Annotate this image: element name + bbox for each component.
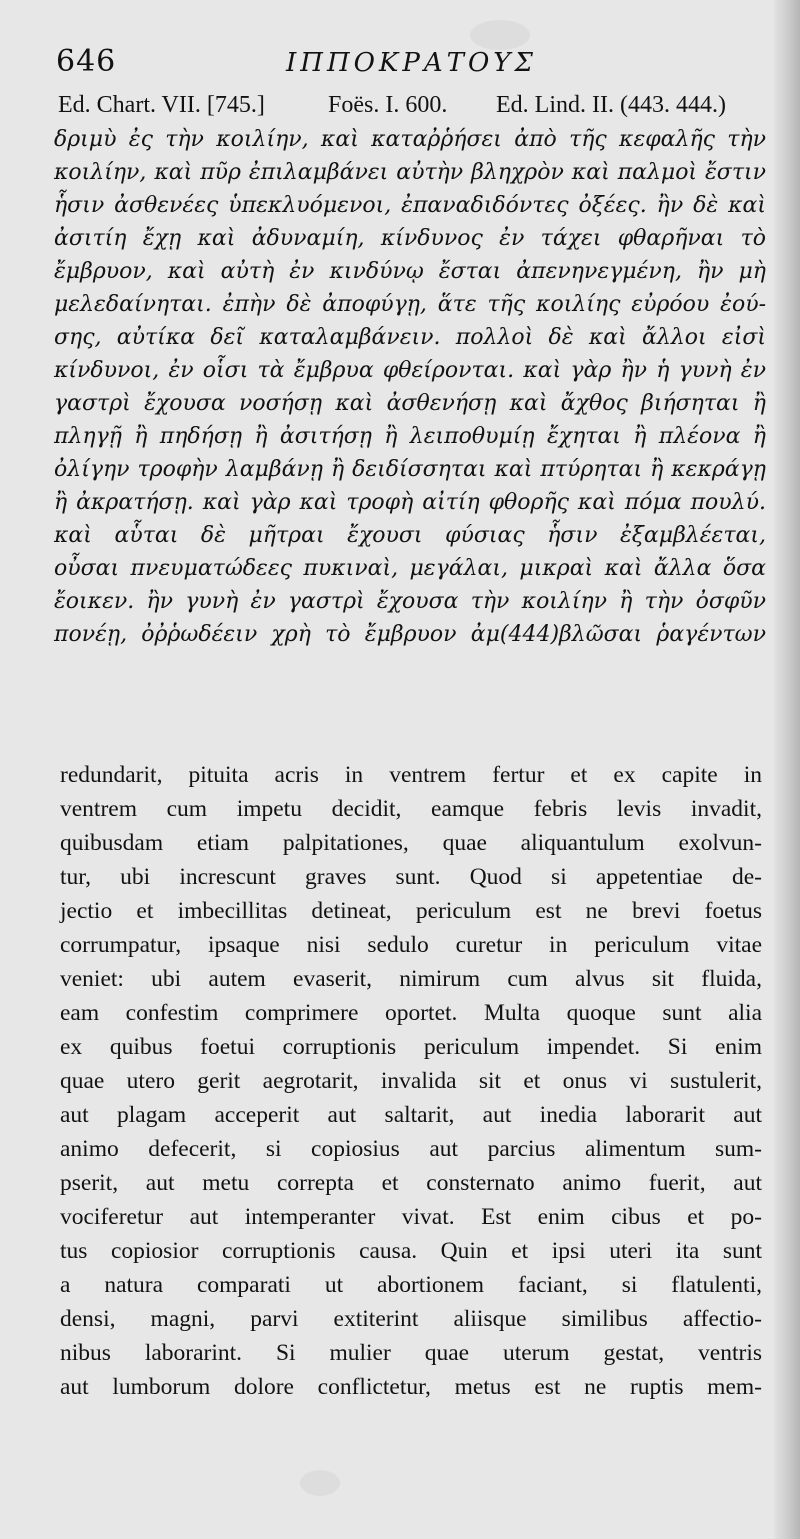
latin-line: vociferetur aut intemperanter vivat. Est enim cibus et po- (60, 1204, 762, 1230)
greek-line: κοιλίην, καὶ πῦρ ἐπιλαμβάνει αὐτὴν βληχρὸν καὶ παλμοὶ ἔστιν (54, 160, 766, 185)
latin-line: aut lumborum dolore conflictetur, metus est ne ruptis mem- (60, 1374, 762, 1400)
edition-reference: Ed. Chart. VII. [745.] (58, 92, 265, 118)
greek-line: μελεδαίνηται. ἐπὴν δὲ ἀποφύγῃ, ἅτε τῆς κοιλίης εὐρόου ἐού- (54, 292, 766, 317)
latin-line: veniet: ubi autem evaserit, nimirum cum alvus sit fluida, (60, 966, 762, 992)
page-edge-shadow (774, 0, 800, 1539)
latin-line: ex quibus foetui corruptionis periculum impendet. Si enim (60, 1034, 762, 1060)
greek-line: σης, αὐτίκα δεῖ καταλαμβάνειν. πολλοὶ δὲ καὶ ἄλλοι εἰσὶ (54, 325, 766, 350)
latin-line: densi, magni, parvi extiterint aliisque similibus affectio- (60, 1306, 762, 1332)
latin-line: eam confestim comprimere oportet. Multa quoque sunt alia (60, 1000, 762, 1026)
latin-line: aut plagam acceperit aut saltarit, aut inedia laborarit aut (60, 1102, 762, 1128)
edition-reference: Foës. I. 600. (328, 92, 448, 118)
greek-line: κίνδυνοι, ἐν οἷσι τὰ ἔμβρυα φθείρονται. καὶ γὰρ ἢν ἡ γυνὴ ἐν (54, 358, 766, 383)
latin-line: a natura comparati ut abortionem faciant, si flatulenti, (60, 1272, 762, 1298)
greek-line: δριμὺ ἐς τὴν κοιλίην, καὶ καταῤῥήσει ἀπὸ τῆς κεφαλῆς τὴν (54, 127, 766, 152)
greek-line: οὖσαι πνευματώδεες πυκιναὶ, μεγάλαι, μικραὶ καὶ ἄλλα ὅσα (54, 556, 766, 581)
greek-line: ἢ ἀκρατήσῃ. καὶ γὰρ καὶ τροφὴ αἰτίη φθορῆς καὶ πόμα πουλύ. (54, 490, 766, 515)
greek-line: καὶ αὗται δὲ μῆτραι ἔχουσι φύσιας ἧσιν ἐξαμβλέεται, (54, 523, 766, 548)
greek-line: ἔμβρυον, καὶ αὐτὴ ἐν κινδύνῳ ἔσται ἀπενηνεγμένη, ἢν μὴ (54, 259, 766, 284)
latin-line: quibusdam etiam palpitationes, quae aliquantulum exolvun- (60, 830, 762, 856)
greek-line: γαστρὶ ἔχουσα νοσήσῃ καὶ ἀσθενήσῃ καὶ ἄχθος βιήσηται ἢ (54, 391, 766, 416)
latin-line: tur, ubi increscunt graves sunt. Quod si appetentiae de- (60, 864, 762, 890)
greek-line: ἀσιτίη ἔχῃ καὶ ἀδυναμίη, κίνδυνος ἐν τάχει φθαρῆναι τὸ (54, 226, 766, 251)
greek-line: ὀλίγην τροφὴν λαμβάνῃ ἢ δειδίσσηται καὶ πτύρηται ἢ κεκράγῃ (54, 457, 766, 482)
greek-line: πονέῃ, ὀῤῥωδέειν χρὴ τὸ ἔμβρυον ἀμ(444)βλῶσαι ῥαγέντων (54, 622, 766, 647)
latin-line: quae utero gerit aegrotarit, invalida sit et onus vi sustulerit, (60, 1068, 762, 1094)
latin-line: tus copiosior corruptionis causa. Quin et ipsi uteri ita sunt (60, 1238, 762, 1264)
latin-line: nibus laborarint. Si mulier quae uterum gestat, ventris (60, 1340, 762, 1366)
paper-stain (300, 1470, 340, 1496)
latin-line: jectio et imbecillitas detineat, periculum est ne brevi foetus (60, 898, 762, 924)
latin-line: corrumpatur, ipsaque nisi sedulo curetur in periculum vitae (60, 932, 762, 958)
latin-line: animo defecerit, si copiosius aut parcius alimentum sum- (60, 1136, 762, 1162)
greek-line: πληγῇ ἢ πηδήσῃ ἢ ἀσιτήσῃ ἢ λειποθυμίῃ ἔχηται ἢ πλέονα ἢ (54, 424, 766, 449)
page-number: 646 (56, 44, 117, 79)
latin-line: ventrem cum impetu decidit, eamque febris levis invadit, (60, 796, 762, 822)
page-header (56, 44, 760, 84)
running-title: ΙΠΠΟΚΡΑΤΟΥΣ (286, 48, 537, 78)
latin-line: redundarit, pituita acris in ventrem fertur et ex capite in (60, 762, 762, 788)
edition-reference: Ed. Lind. II. (443. 444.) (496, 92, 726, 118)
latin-line: pserit, aut metu correpta et consternato animo fuerit, aut (60, 1170, 762, 1196)
greek-line: ἔοικεν. ἢν γυνὴ ἐν γαστρὶ ἔχουσα τὴν κοιλίην ἢ τὴν ὀσφῦν (54, 589, 766, 614)
greek-line: ἧσιν ἀσθενέες ὑπεκλυόμενοι, ἐπαναδιδόντες ὀξέες. ἢν δὲ καὶ (54, 193, 766, 218)
